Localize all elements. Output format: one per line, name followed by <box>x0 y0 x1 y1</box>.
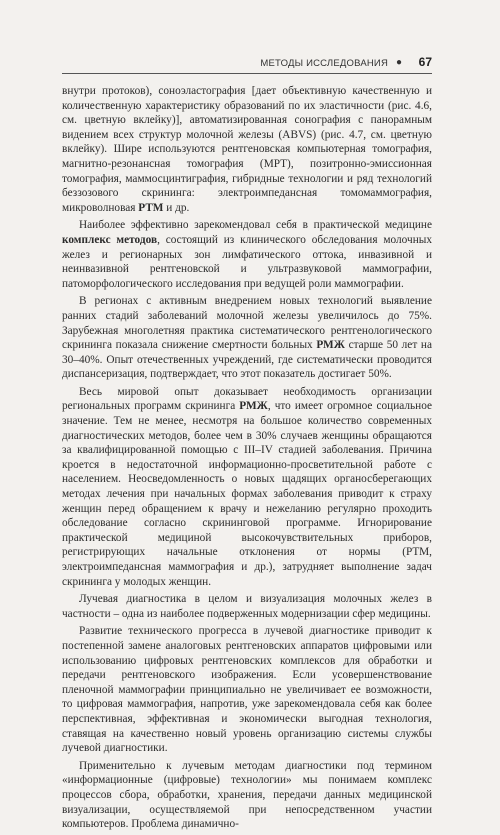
bold-term: РТМ <box>138 201 164 214</box>
paragraph-text: Развитие технического прогресса в лучевой диагностике приводит к постепенной замене аналоговых рентгеновских аппаратов цифровыми или использованию цифровых рентгеновских комплексов для обработки и передачи рентгеновского изображения. Если усовершенствование пленочной маммографии принципиально не увеличивает ее возможности, то цифровая маммография, напротив, уже зарекомендовала себя как более перспективная, эффективная и экономически выгодная технология, ставящая на качественно новый уровень организацию системы службы лучевой диагностики. <box>62 625 432 755</box>
paragraph-text: Наиболее эффективно зарекомендовал себя в практической медицине <box>79 219 432 232</box>
paragraph-1 <box>62 84 432 215</box>
paragraph-6 <box>62 624 432 755</box>
header-rule <box>62 73 432 74</box>
paragraph-2 <box>62 218 432 291</box>
page-number: 67 <box>418 55 432 69</box>
body-text <box>62 84 432 835</box>
bold-term: комплекс методов <box>62 233 158 246</box>
section-title: МЕТОДЫ ИССЛЕДОВАНИЯ <box>260 58 388 69</box>
bold-term: РМЖ <box>239 400 268 413</box>
paragraph-text: Лучевая диагностика в целом и визуализация молочных желез в частности – одна из наиболее подверженных модернизации сфер медицины. <box>62 593 432 620</box>
paragraph-4 <box>62 385 432 589</box>
paragraph-text: Применительно к лучевым методам диагностики под термином «информационные (цифровые) технологии» мы понимаем комплекс процессов сбора, обработки, хранения, передачи данных медицинской визуализации, осуществляемой при непосредственном участии компьютеров. Проблема динамично- <box>62 759 432 831</box>
paragraph-text: Весь мировой опыт доказывает необходимость организации региональных программ скрининга <box>62 385 432 413</box>
bold-term: РМЖ <box>316 339 345 352</box>
bullet-icon: ● <box>395 57 402 68</box>
paragraph-7 <box>62 759 432 832</box>
paragraph-text: старше 50 лет на 30–40%. Опыт отечественных учреждений, где систематически проводится диспансеризация, подтверждает, что этот показатель достигает 50%. <box>62 339 432 381</box>
paragraph-text: В регионах с активным внедрением новых технологий выявление ранних стадий заболеваний молочной железы увеличилось до 75%. Зарубежная многолетняя практика систематического рентгенологического скрининга показала снижение смертности больных <box>62 295 432 352</box>
paragraph-text: внутри протоков), соноэластография [дает объективную качественную и количественную характеристику образований по их эластичности (рис. 4.6, см. цветную вклейку)], автоматизированная сонография с панорамным видением всех структур молочной железы (ABVS) (рис. 4.7, см. цветную вклейку). Шире используются рентгеновская компьютерная томография, магнитно-резонансная томография (МРТ), позитронно-эмиссионная томография, маммосцинтиграфия, гибридные технологии и ряд технологий беззозового скрининга: электроимпедансная томомаммография, микроволновая <box>62 85 432 214</box>
paragraph-text: , состоящий из клинического обследования молочных желез и регионарных зон лимфатического оттока, инвазивной и неинвазивной рентгеновской и ультразвуковой маммографии, патоморфологического исследования при ведущей роли маммографии. <box>62 233 433 290</box>
paragraph-5 <box>62 592 432 621</box>
running-header <box>62 54 432 72</box>
paragraph-3 <box>62 294 432 382</box>
paragraph-text: и др. <box>163 201 190 214</box>
paragraph-text: , что имеет огромное социальное значение. Тем не менее, несмотря на большое количество современных диагностических методов, более чем в 30% случаев женщины обращаются за квалифицированной помощью с III–IV стадией заболевания. Причина кроется в недостаточной информационно-просветительной работе с населением. Неосведомленность о новых щадящих органосберегающих методах лечения при начальных формах заболевания приводит к страху женщин перед обращением к врачу и нежеланию регулярно проходить обследование согласно скрининговой программе. Игнорирование практической медициной высокочувствительных приборов, регистрирующих начальные отклонения от нормы (РТМ, электроимпедансная маммография и др.), затрудняет выполнение задач скрининга у молодых женщин. <box>62 400 432 588</box>
